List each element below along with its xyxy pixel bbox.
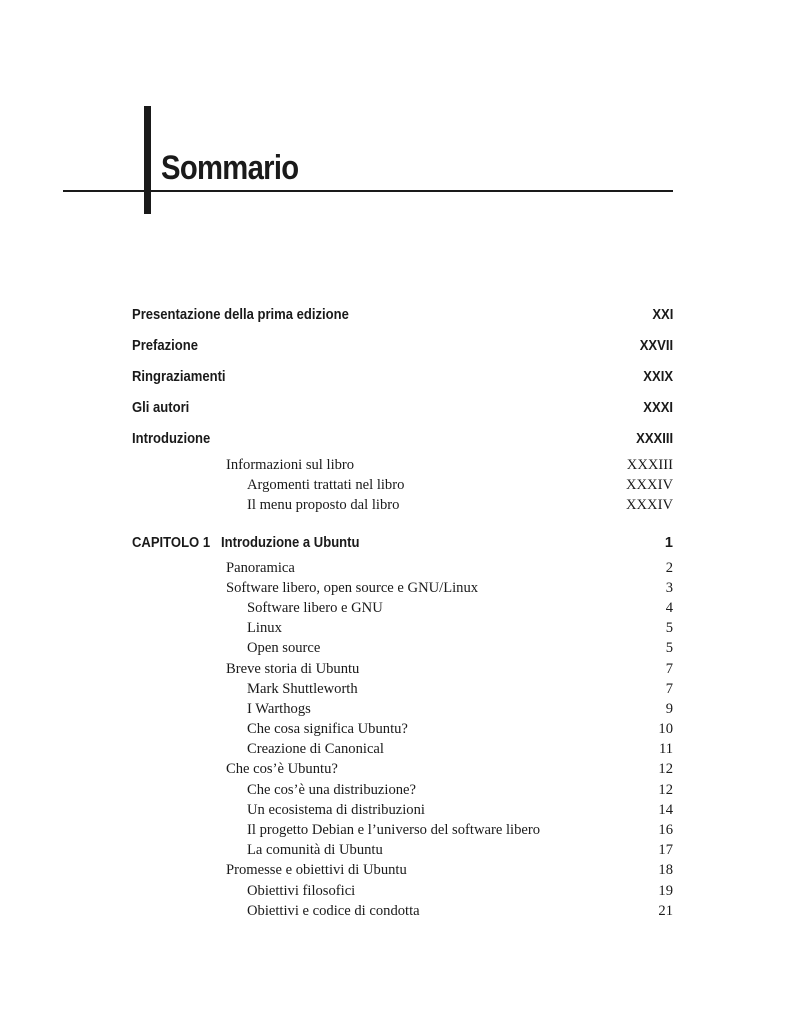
toc-chapter-heading xyxy=(132,528,673,558)
table-of-contents xyxy=(132,300,673,921)
toc-entry-page: 17 xyxy=(658,842,673,859)
toc-entry-page: 16 xyxy=(658,822,673,838)
toc-entry-label: Obiettivi e codice di condotta xyxy=(247,902,420,919)
toc-entry-label: Software libero e GNU xyxy=(247,599,383,616)
page-title: Sommario xyxy=(161,149,299,187)
toc-entry-label: Linux xyxy=(247,620,282,637)
toc-entry-label: I Warthogs xyxy=(247,700,311,717)
toc-entry-page: XXXIV xyxy=(625,497,673,514)
toc-entry-subsection xyxy=(132,881,673,901)
toc-entry-page: 2 xyxy=(665,559,673,576)
toc-entry-page: XXXIII xyxy=(636,431,673,447)
toc-entry-label: Prefazione xyxy=(132,338,199,354)
toc-entry-page: 10 xyxy=(658,721,673,738)
chapter-title: Introduzione a Ubuntu xyxy=(221,534,360,551)
toc-entry-page: 21 xyxy=(658,902,673,919)
toc-entry-front-matter xyxy=(132,300,673,331)
toc-entry-label: Promesse e obiettivi di Ubuntu xyxy=(226,862,407,879)
toc-entry-page: 12 xyxy=(658,761,673,778)
toc-entry-subsection xyxy=(132,840,673,860)
toc-entry-subsection xyxy=(132,638,673,658)
toc-entry-label: Ringraziamenti xyxy=(132,369,226,385)
toc-entry-subsection xyxy=(132,679,673,699)
toc-entry-label: Un ecosistema di distribuzioni xyxy=(247,801,425,818)
toc-entry-label: Software libero, open source e GNU/Linux xyxy=(226,579,479,596)
toc-entry-label: Che cos’è Ubuntu? xyxy=(226,761,338,778)
title-horizontal-rule xyxy=(63,190,673,192)
toc-entry-page: 5 xyxy=(665,620,673,637)
toc-entry-label: Breve storia di Ubuntu xyxy=(226,660,360,677)
toc-entry-subsection xyxy=(132,699,673,719)
chapter-page: 1 xyxy=(664,534,673,551)
toc-entry-page: 14 xyxy=(658,801,673,818)
toc-entry-front-matter xyxy=(132,393,673,424)
toc-entry-subsection xyxy=(132,820,673,840)
toc-entry-label: Introduzione xyxy=(132,431,211,447)
toc-entry-front-matter xyxy=(132,362,673,393)
toc-entry-section xyxy=(132,659,673,679)
toc-entry-section xyxy=(132,455,673,475)
toc-entry-label: Panoramica xyxy=(226,559,295,576)
toc-entry-page: XXXI xyxy=(643,400,673,416)
toc-entry-subsection xyxy=(132,901,673,921)
toc-entry-label: La comunità di Ubuntu xyxy=(247,842,383,859)
chapter-number: CAPITOLO 1 xyxy=(132,534,211,551)
toc-entry-subsection xyxy=(132,800,673,820)
toc-entry-page: 18 xyxy=(658,862,673,879)
toc-entry-label: Il menu proposto dal libro xyxy=(247,497,400,514)
toc-entry-front-matter xyxy=(132,424,673,455)
toc-entry-label: Open source xyxy=(247,640,321,657)
toc-spacer xyxy=(132,516,673,528)
toc-entry-label: Il progetto Debian e l’universo del software libero xyxy=(247,822,540,838)
toc-entry-page: 7 xyxy=(665,660,673,677)
toc-entry-label: Che cos’è una distribuzione? xyxy=(247,781,416,798)
toc-entry-label: Argomenti trattati nel libro xyxy=(247,477,405,494)
toc-entry-page: XXI xyxy=(651,307,673,323)
toc-entry-page: 3 xyxy=(665,579,673,596)
toc-entry-page: 9 xyxy=(665,700,673,717)
toc-entry-front-matter xyxy=(132,331,673,362)
toc-entry-page: 12 xyxy=(658,781,673,798)
toc-entry-page: 5 xyxy=(665,640,673,657)
toc-entry-subsection xyxy=(132,495,673,515)
toc-entry-subsection xyxy=(132,598,673,618)
toc-entry-subsection xyxy=(132,739,673,759)
toc-entry-page: XXIX xyxy=(643,369,673,385)
toc-entry-page: XXVII xyxy=(639,338,673,354)
title-vertical-bar xyxy=(144,106,151,214)
toc-entry-label: Che cosa significa Ubuntu? xyxy=(247,721,408,738)
toc-entry-section xyxy=(132,558,673,578)
toc-entry-label: Presentazione della prima edizione xyxy=(132,307,349,323)
toc-entry-section xyxy=(132,578,673,598)
toc-entry-subsection xyxy=(132,719,673,739)
toc-entry-subsection xyxy=(132,475,673,495)
toc-entry-label: Gli autori xyxy=(132,400,190,416)
toc-entry-page: XXXIV xyxy=(625,477,673,494)
toc-entry-section xyxy=(132,759,673,779)
toc-entry-label: Mark Shuttleworth xyxy=(247,680,358,697)
toc-entry-subsection xyxy=(132,780,673,800)
toc-entry-subsection xyxy=(132,618,673,638)
toc-entry-page: 11 xyxy=(658,741,673,758)
toc-entry-page: 7 xyxy=(665,680,673,697)
toc-entry-page: XXXIII xyxy=(626,457,673,473)
toc-entry-page: 4 xyxy=(665,599,673,616)
toc-entry-section xyxy=(132,860,673,880)
toc-entry-page: 19 xyxy=(658,882,673,899)
toc-entry-label: Informazioni sul libro xyxy=(226,457,355,473)
toc-entry-label: Obiettivi filosofici xyxy=(247,882,356,899)
toc-entry-label: Creazione di Canonical xyxy=(247,741,384,758)
